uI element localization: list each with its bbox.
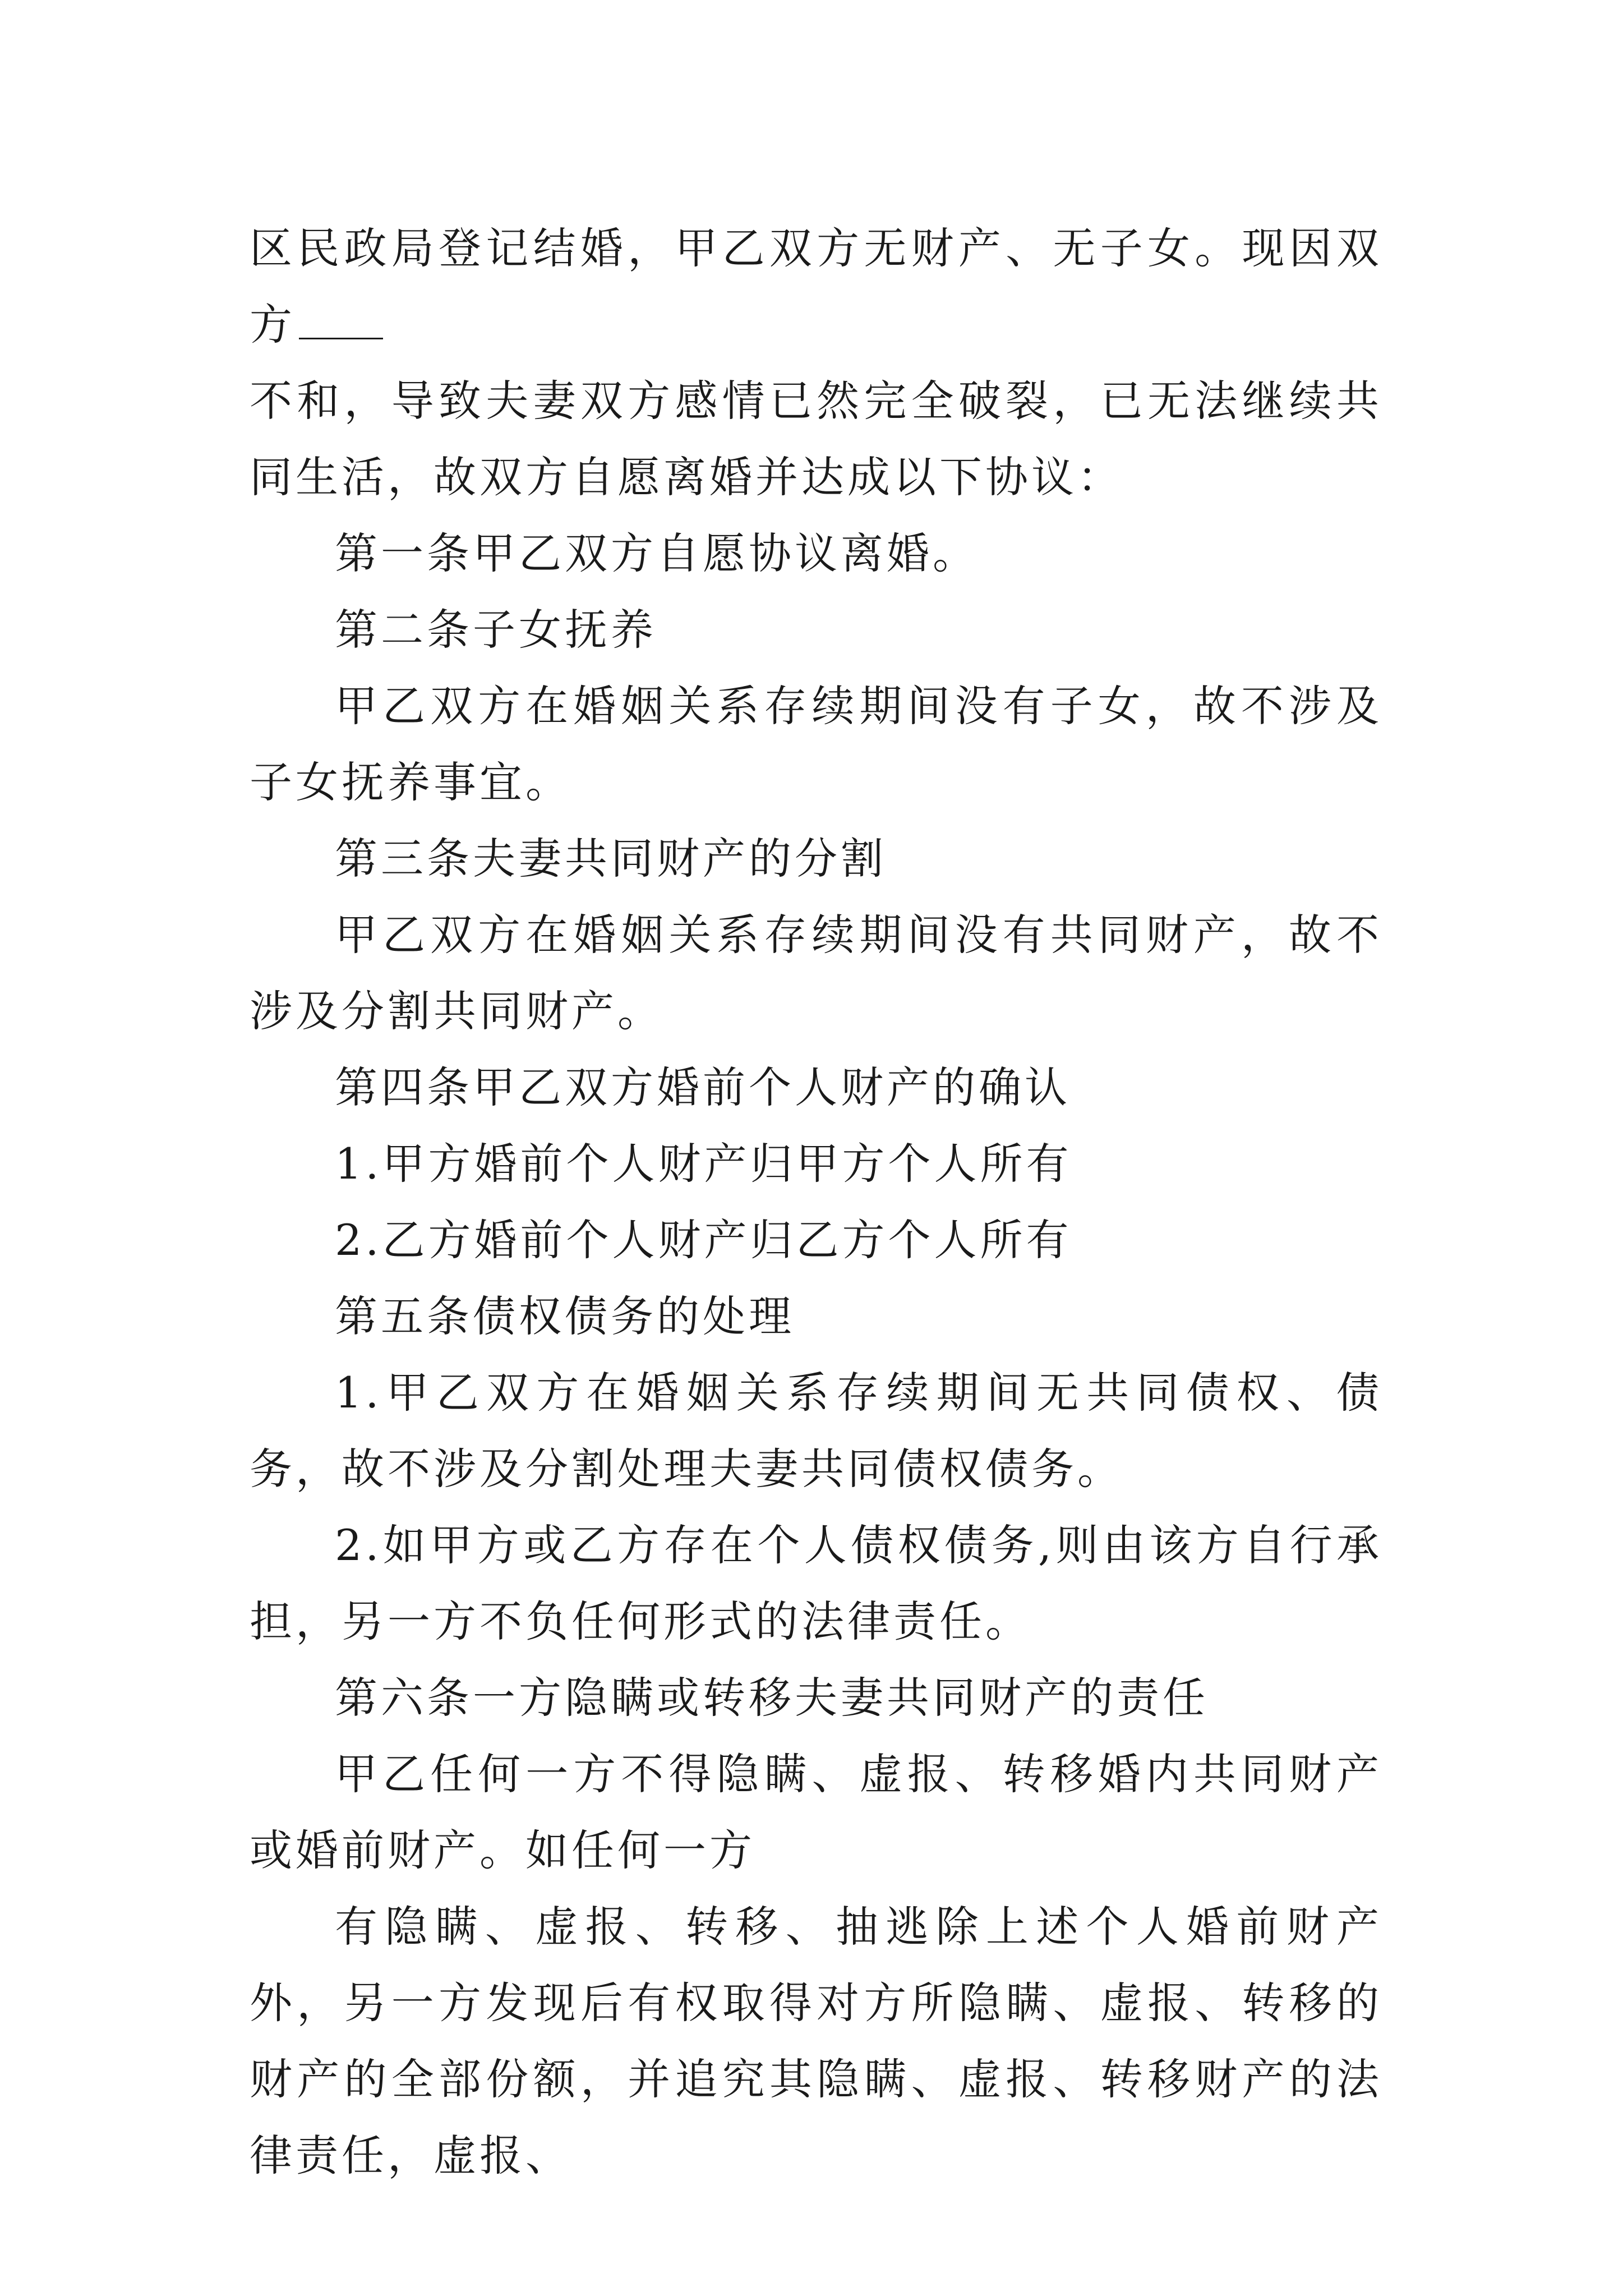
article-6-body-2: 有隐瞒、虚报、转移、抽逃除上述个人婚前财产外，另一方发现后有权取得对方所隐瞒、虚报、转移的财产的全部份额，并追究其隐瞒、虚报、转移财产的法律责任，虚报、 [250, 1902, 1382, 2180]
article-3-heading: 第三条夫妻共同财产的分割 [335, 834, 887, 884]
paragraph-intro-line [250, 210, 1382, 363]
article-3-body: 甲乙双方在婚姻关系存续期间没有共同财产，故不涉及分割共同财产。 [250, 910, 1382, 1036]
article-1-heading: 第一条甲乙双方自愿协议离婚。 [335, 528, 979, 578]
article-5-item-1: 1.甲乙双方在婚姻关系存续期间无共同债权、债务，故不涉及分割处理夫妻共同债权债务。 [250, 1368, 1382, 1494]
article-4-heading: 第四条甲乙双方婚前个人财产的确认 [335, 1062, 1071, 1112]
article-5-heading: 第五条债权债务的处理 [335, 1291, 795, 1341]
article-2-heading: 第二条子女抚养 [335, 605, 657, 655]
paragraph-intro-cont: 不和，导致夫妻双方感情已然完全破裂，已无法继续共同生活，故双方自愿离婚并达成以下协议： [250, 376, 1382, 502]
article-2-body: 甲乙双方在婚姻关系存续期间没有子女，故不涉及子女抚养事宜。 [250, 681, 1382, 807]
article-4-item-1: 1.甲方婚前个人财产归甲方个人所有 [335, 1139, 1072, 1189]
fill-in-blank [299, 304, 383, 339]
paragraph-text: 区民政局登记结婚，甲乙双方无财产、无子女。现因双方 [250, 223, 1382, 349]
article-6-heading: 第六条一方隐瞒或转移夫妻共同财产的责任 [335, 1673, 1209, 1723]
article-5-item-2: 2.如甲方或乙方存在个人债权债务,则由该方自行承担，另一方不负任何形式的法律责任。 [250, 1520, 1382, 1646]
document-body [250, 210, 1382, 2194]
article-4-item-2: 2.乙方婚前个人财产归乙方个人所有 [335, 1215, 1072, 1265]
article-6-body-1: 甲乙任何一方不得隐瞒、虚报、转移婚内共同财产或婚前财产。如任何一方 [250, 1749, 1382, 1875]
